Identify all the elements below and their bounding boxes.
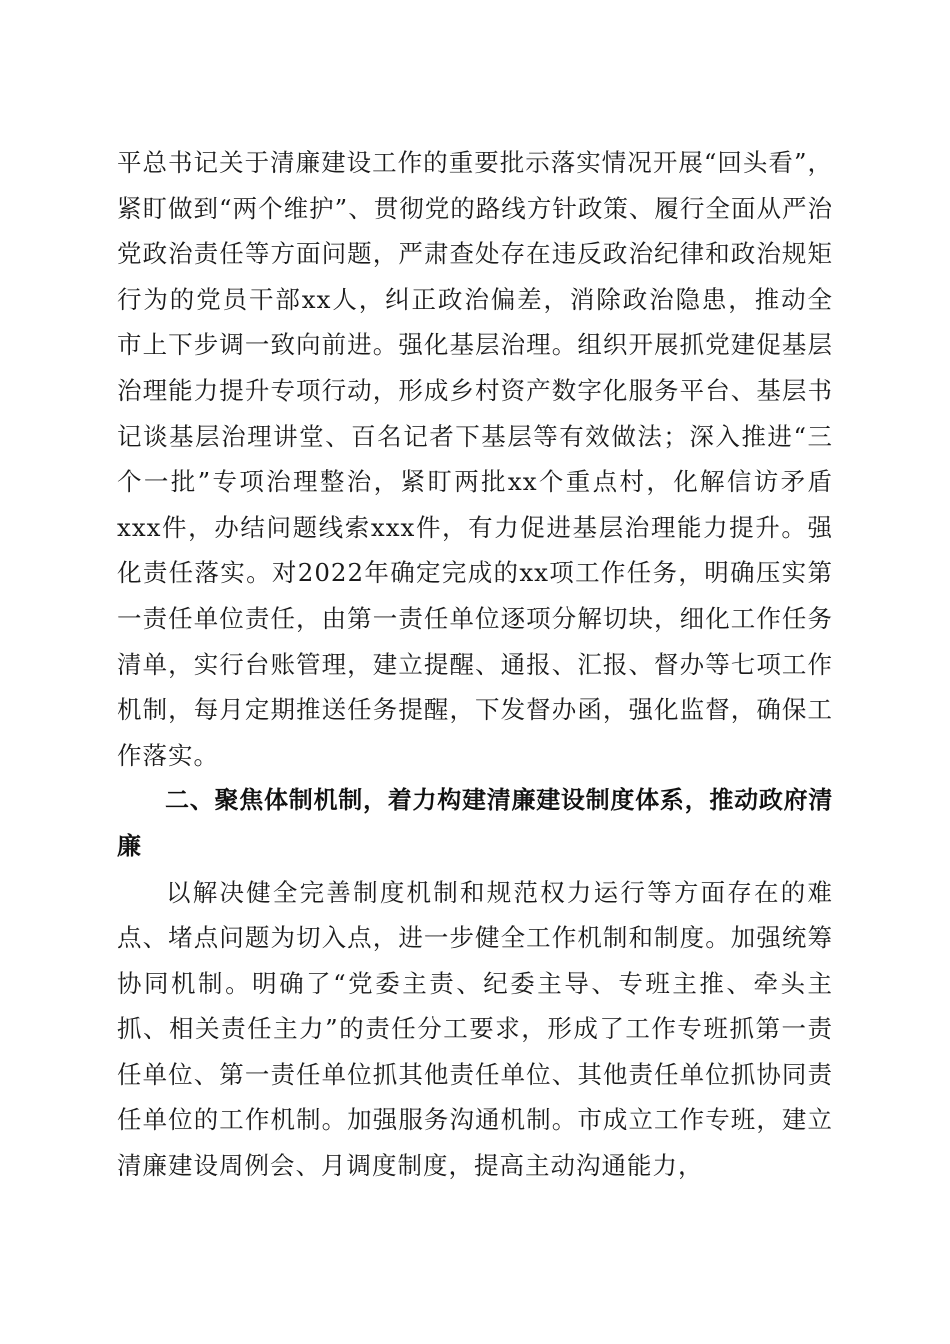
document-body (117, 140, 833, 1189)
section-paragraph: 以解决健全完善制度机制和规范权力运行等方面存在的难点、堵点问题为切入点，进一步健全工作机制和制度。加强统筹协同机制。明确了“党委主责、纪委主导、专班主推、牵头主抓、相关责任主力”的责任分工要求，形成了工作专班抓第一责任单位、第一责任单位抓其他责任单位、其他责任单位抓协同责任单位的工作机制。加强服务沟通机制。市成立工作专班，建立清廉建设周例会、月调度制度，提高主动沟通能力， (117, 877, 833, 1181)
continued-paragraph: 平总书记关于清廉建设工作的重要批示落实情况开展“回头看”，紧盯做到“两个维护”、贯彻党的路线方针政策、履行全面从严治党政治责任等方面问题，严肃查处存在违反政治纪律和政治规矩行为的党员干部xx人，纠正政治偏差，消除政治隐患，推动全市上下步调一致向前进。强化基层治理。组织开展抓党建促基层治理能力提升专项行动，形成乡村资产数字化服务平台、基层书记谈基层治理讲堂、百名记者下基层等有效做法；深入推进“三个一批”专项治理整治，紧盯两批xx个重点村，化解信访矛盾xxx件，办结问题线索xxx件，有力促进基层治理能力提升。强化责任落实。对2022年确定完成的xx项工作任务，明确压实第一责任单位责任，由第一责任单位逐项分解切块，细化工作任务清单，实行台账管理，建立提醒、通报、汇报、督办等七项工作机制，每月定期推送任务提醒，下发督办函，强化监督，确保工作落实。 (117, 148, 833, 770)
section-heading: 二、聚焦体制机制，着力构建清廉建设制度体系，推动政府清廉 (117, 786, 833, 860)
